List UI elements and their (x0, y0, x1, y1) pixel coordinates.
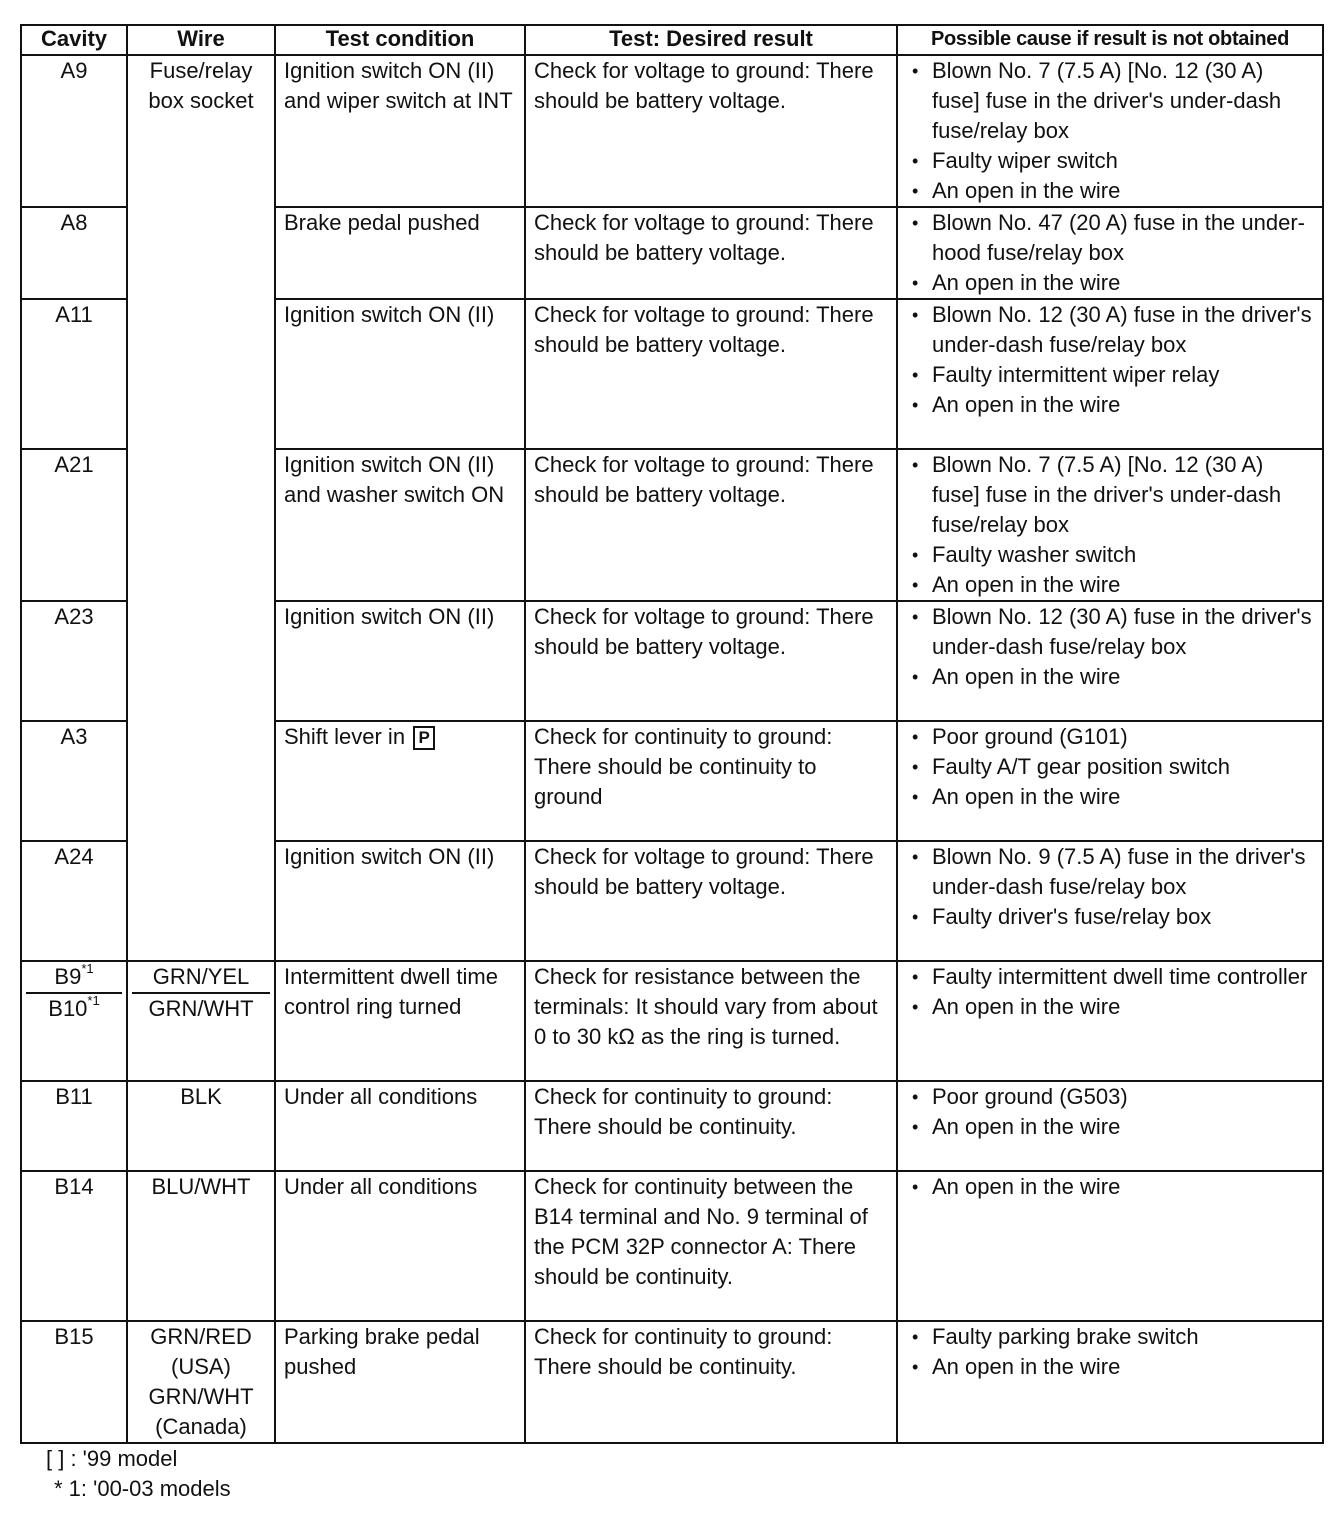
connector-test-sheet (20, 24, 1322, 1504)
list-item: • Poor ground (G101) (906, 722, 1314, 752)
cavity-cell: A11 (21, 299, 127, 449)
list-item: • An open in the wire (906, 176, 1314, 206)
list-item: • An open in the wire (906, 268, 1314, 298)
result-cell: Check for continuity between the B14 terminal and No. 9 terminal of the PCM 32P connector A: There should be continuity. (525, 1171, 897, 1321)
list-item: • Blown No. 7 (7.5 A) [No. 12 (30 A) fuse] fuse in the driver's under-dash fuse/relay box (906, 450, 1314, 540)
condition-cell: Ignition switch ON (II) (275, 601, 525, 721)
cause-cell (897, 299, 1323, 449)
cause-list (906, 842, 1314, 932)
header-possible-cause: Possible cause if result is not obtained (897, 25, 1323, 55)
footnote-model-99: [ ] : '99 model (46, 1446, 178, 1471)
list-item: • An open in the wire (906, 390, 1314, 420)
cause-list (906, 1082, 1314, 1142)
list-item: • Blown No. 47 (20 A) fuse in the under-hood fuse/relay box (906, 208, 1314, 268)
cause-list (906, 1322, 1314, 1382)
list-item: • Faulty driver's fuse/relay box (906, 902, 1314, 932)
list-item: • Faulty intermittent wiper relay (906, 360, 1314, 390)
cause-list (906, 450, 1314, 600)
result-cell: Check for voltage to ground: There should be battery voltage. (525, 55, 897, 207)
condition-cell: Parking brake pedal pushed (275, 1321, 525, 1443)
park-position-symbol: P (413, 726, 435, 750)
cavity-cell: B15 (21, 1321, 127, 1443)
header-test-condition: Test condition (275, 25, 525, 55)
cause-cell (897, 449, 1323, 601)
result-cell: Check for voltage to ground: There should be battery voltage. (525, 299, 897, 449)
condition-cell: Brake pedal pushed (275, 207, 525, 299)
result-cell: Check for resistance between the terminals: It should vary from about 0 to 30 kΩ as the ring is turned. (525, 961, 897, 1081)
wire-cell-fuse-relay-socket: Fuse/relay box socket (127, 55, 275, 961)
header-wire: Wire (127, 25, 275, 55)
result-cell: Check for voltage to ground: There should be battery voltage. (525, 841, 897, 961)
cause-cell (897, 1081, 1323, 1171)
cavity-cell: A21 (21, 449, 127, 601)
footnote-marker: *1 (87, 993, 100, 1008)
cause-cell (897, 1321, 1323, 1443)
list-item: • Blown No. 9 (7.5 A) fuse in the driver's under-dash fuse/relay box (906, 842, 1314, 902)
footnote-models-00-03: * 1: '00-03 models (54, 1476, 231, 1501)
list-item: • Blown No. 7 (7.5 A) [No. 12 (30 A) fuse] fuse in the driver's under-dash fuse/relay box (906, 56, 1314, 146)
cause-cell (897, 1171, 1323, 1321)
cause-list (906, 300, 1314, 420)
list-item: • Faulty washer switch (906, 540, 1314, 570)
cause-cell (897, 207, 1323, 299)
cause-cell (897, 601, 1323, 721)
condition-cell: Ignition switch ON (II) and washer switch ON (275, 449, 525, 601)
cause-cell (897, 841, 1323, 961)
condition-cell: Ignition switch ON (II) and wiper switch at INT (275, 55, 525, 207)
cause-cell (897, 721, 1323, 841)
list-item: • An open in the wire (906, 662, 1314, 692)
condition-text: Shift lever in (284, 724, 406, 749)
list-item: • An open in the wire (906, 992, 1314, 1022)
terminal-test-table (20, 24, 1324, 1444)
list-item: • Blown No. 12 (30 A) fuse in the driver's under-dash fuse/relay box (906, 300, 1314, 360)
wire-cell: BLK (127, 1081, 275, 1171)
cavity-cell: A24 (21, 841, 127, 961)
result-cell: Check for voltage to ground: There should be battery voltage. (525, 601, 897, 721)
cause-list (906, 722, 1314, 812)
result-cell: Check for voltage to ground: There should be battery voltage. (525, 207, 897, 299)
condition-cell (275, 721, 525, 841)
cause-list (906, 208, 1314, 298)
table-footnotes (20, 1444, 1322, 1504)
cavity-cell: A23 (21, 601, 127, 721)
table-row (21, 1171, 1323, 1321)
cause-list (906, 1172, 1314, 1202)
list-item: • Blown No. 12 (30 A) fuse in the driver's under-dash fuse/relay box (906, 602, 1314, 662)
result-cell: Check for continuity to ground: There should be continuity. (525, 1321, 897, 1443)
wire-cell: BLU/WHT (127, 1171, 275, 1321)
footnote-marker: *1 (81, 961, 94, 976)
cavity-cell: A9 (21, 55, 127, 207)
condition-cell: Intermittent dwell time control ring turned (275, 961, 525, 1081)
table-row (21, 1321, 1323, 1443)
cavity-b10: B10$^{*1}$ (26, 992, 122, 1024)
list-item: • An open in the wire (906, 1112, 1314, 1142)
list-item: • An open in the wire (906, 1352, 1314, 1382)
table-row (21, 961, 1323, 1081)
list-item: • Faulty intermittent dwell time controller (906, 962, 1314, 992)
wire-color-b9: GRN/YEL (152, 964, 250, 989)
table-row (21, 1081, 1323, 1171)
table-header-row (21, 25, 1323, 55)
wire-color-b10: GRN/WHT (132, 992, 270, 1024)
table-row (21, 55, 1323, 207)
cause-list (906, 602, 1314, 692)
cavity-cell: B14 (21, 1171, 127, 1321)
cavity-b9: B9$^{*1}$ (54, 961, 94, 989)
wire-cell: GRN/RED (USA) GRN/WHT (Canada) (127, 1321, 275, 1443)
list-item: • Faulty wiper switch (906, 146, 1314, 176)
cause-list (906, 962, 1314, 1022)
cavity-cell: A3 (21, 721, 127, 841)
list-item: • An open in the wire (906, 1172, 1314, 1202)
header-cavity: Cavity (21, 25, 127, 55)
cause-cell (897, 55, 1323, 207)
cause-cell (897, 961, 1323, 1081)
cavity-cell: B11 (21, 1081, 127, 1171)
result-cell: Check for continuity to ground: There should be continuity. (525, 1081, 897, 1171)
list-item: • Faulty parking brake switch (906, 1322, 1314, 1352)
cavity-cell (21, 961, 127, 1081)
list-item: • An open in the wire (906, 782, 1314, 812)
list-item: • An open in the wire (906, 570, 1314, 600)
condition-cell: Under all conditions (275, 1081, 525, 1171)
result-cell: Check for continuity to ground: There should be continuity to ground (525, 721, 897, 841)
condition-cell: Ignition switch ON (II) (275, 841, 525, 961)
condition-cell: Ignition switch ON (II) (275, 299, 525, 449)
list-item: • Poor ground (G503) (906, 1082, 1314, 1112)
wire-cell (127, 961, 275, 1081)
result-cell: Check for voltage to ground: There should be battery voltage. (525, 449, 897, 601)
cause-list (906, 56, 1314, 206)
cavity-cell: A8 (21, 207, 127, 299)
condition-cell: Under all conditions (275, 1171, 525, 1321)
header-desired-result: Test: Desired result (525, 25, 897, 55)
list-item: • Faulty A/T gear position switch (906, 752, 1314, 782)
